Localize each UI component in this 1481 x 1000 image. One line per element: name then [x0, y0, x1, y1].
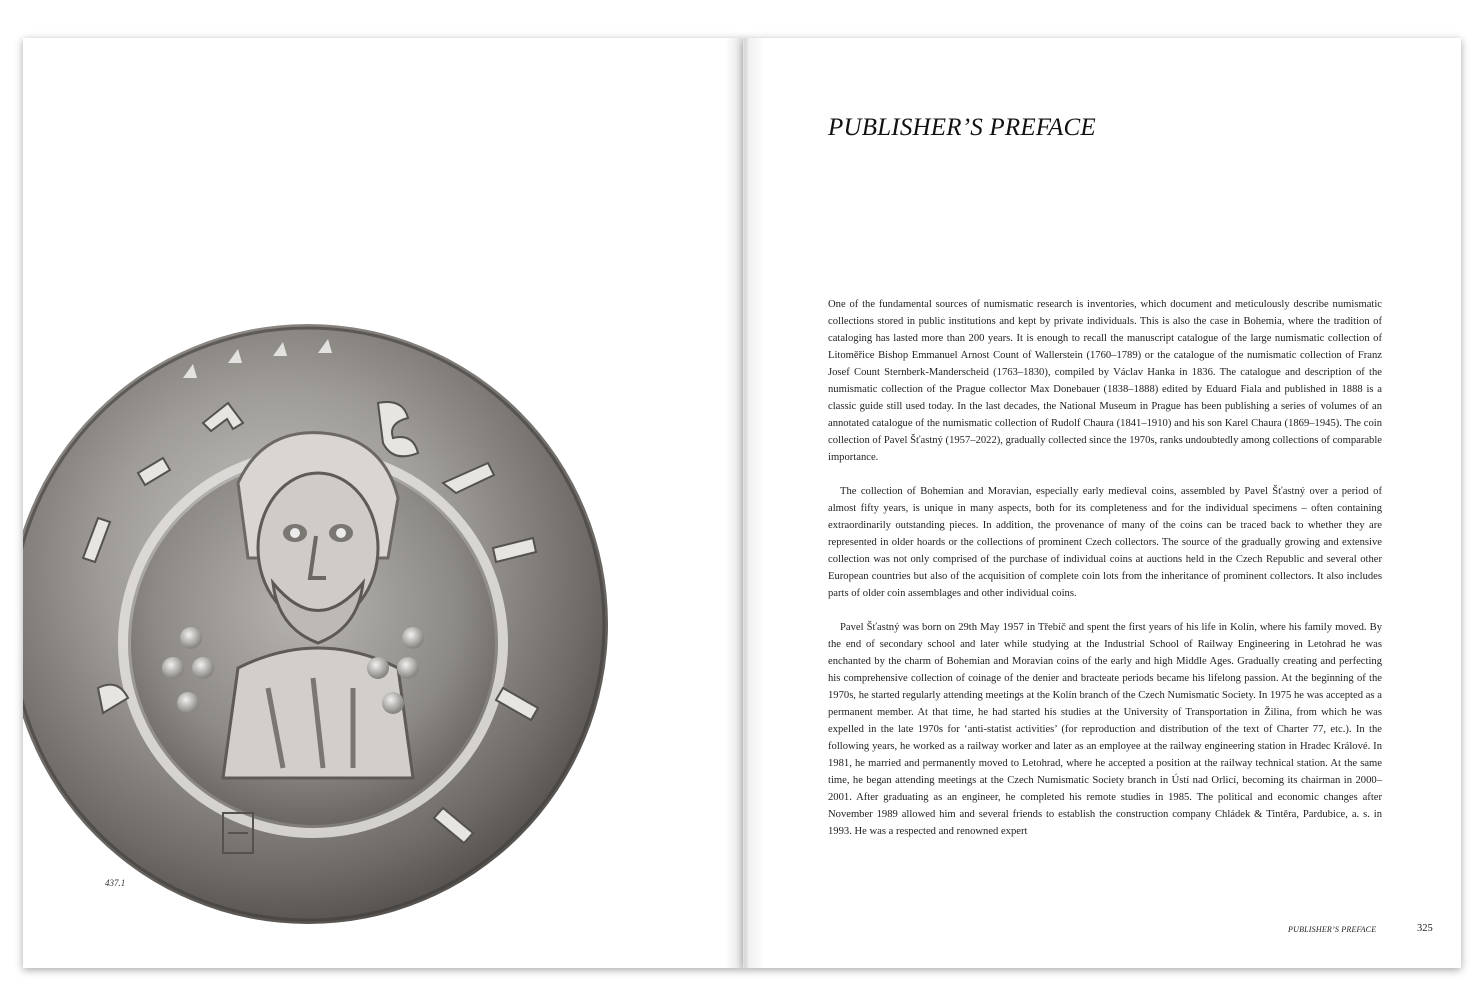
figure-caption: 437.1: [105, 878, 126, 888]
coin-image: [23, 308, 623, 928]
page-title: PUBLISHER’S PREFACE: [828, 114, 1096, 141]
running-head: PUBLISHER’S PREFACE: [1288, 925, 1377, 934]
paragraph: One of the fundamental sources of numismatic research is inventories, which document and meticulously describe numismatic collections stored in public institutions and kept by private individuals. This is also the case in Bohemia, where the tradition of cataloging has lasted more than 200 years. It is enough to recall the manuscript catalogue of the large numismatic collection of Litoměřice Bishop Emmanuel Arnost Count of Wallerstein (1760–1789) or the catalogue of the numismatic collection of Franz Josef Count Sternberk-Manderscheid (1763–1830), compiled by Václav Hanka in 1836. The catalogue and description of the numismatic collection of the Prague collector Max Donebauer (1838–1888) edited by Eduard Fiala and published in 1888 is a classic guide still used today. In the last decades, the National Museum in Prague has been publishing a series of volumes of an annotated catalogue of the numismatic collection of Rudolf Chaura (1841–1910) and his son Karel Chaura (1869–1945). The coin collection of Pavel Šťastný (1957–2022), gradually collected since the 1970s, ranks undoubtedly among collections of comparable importance.: [828, 299, 1382, 463]
coin-photo: [23, 308, 623, 928]
right-page: [743, 38, 1461, 968]
paragraph: Pavel Šťastný was born on 29th May 1957 in Třebíč and spent the first years of his life in Kolín, where his family moved. By the end of secondary school and later while studying at the Industrial School of Railway Engineering in Letohrad he was enchanted by the charm of Bohemian and Moravian coins of the early and high Middle Ages. Gradually creating and perfecting his comprehensive collection of coinage of the denier and bracteate periods became his lifelong passion. At the beginning of the 1970s, he started regularly attending meetings at the Kolín branch of the Czech Numismatic Society. In 1975 he was accepted as a permanent member. At that time, he had started his studies at the University of Transportation in Žilina, from which he was expelled in the late 1970s for ‘anti-statist activities’ (for reproduction and distribution of the text of Charter 77, etc.). In the following years, he worked as a railway worker and later as an employee at the railway engineering station in Hradec Králové. In 1981, he married and permanently moved to Letohrad, where he accepted a position at the railway technical station. At the same time, he began attending meetings at the Czech Numismatic Society branch in Ústí nad Orlicí, becoming its chairman in 2000–2001. After graduating as an engineer, he completed his remote studies in 1985. The political and economic changes after November 1989 allowed him and several friends to establish the construction company Chládek & Tintěra, Pardubice, a. s. in 1993. He was a respected and renowned expert: [828, 622, 1382, 837]
left-page: [23, 38, 743, 968]
paragraph: The collection of Bohemian and Moravian, especially early medieval coins, assembled by Pavel Šťastný over a period of almost fifty years, is unique in many aspects, both for its completeness and for the individual specimens – often containing extraordinarily outstanding pieces. In addition, the provenance of many of the coins can be traced back to whether they are represented in older hoards or the collections of prominent Czech collectors. The source of the gradually growing and extensive collection was not only comprised of the purchase of individual coins at auctions held in the Czech Republic and several other European countries but also of the acquisition of complete coin lots from the inheritance of prominent collectors. It also includes parts of older coin assemblages and other individual coins.: [828, 486, 1382, 599]
body-text: [828, 296, 1382, 857]
page-number: 325: [1417, 923, 1433, 934]
